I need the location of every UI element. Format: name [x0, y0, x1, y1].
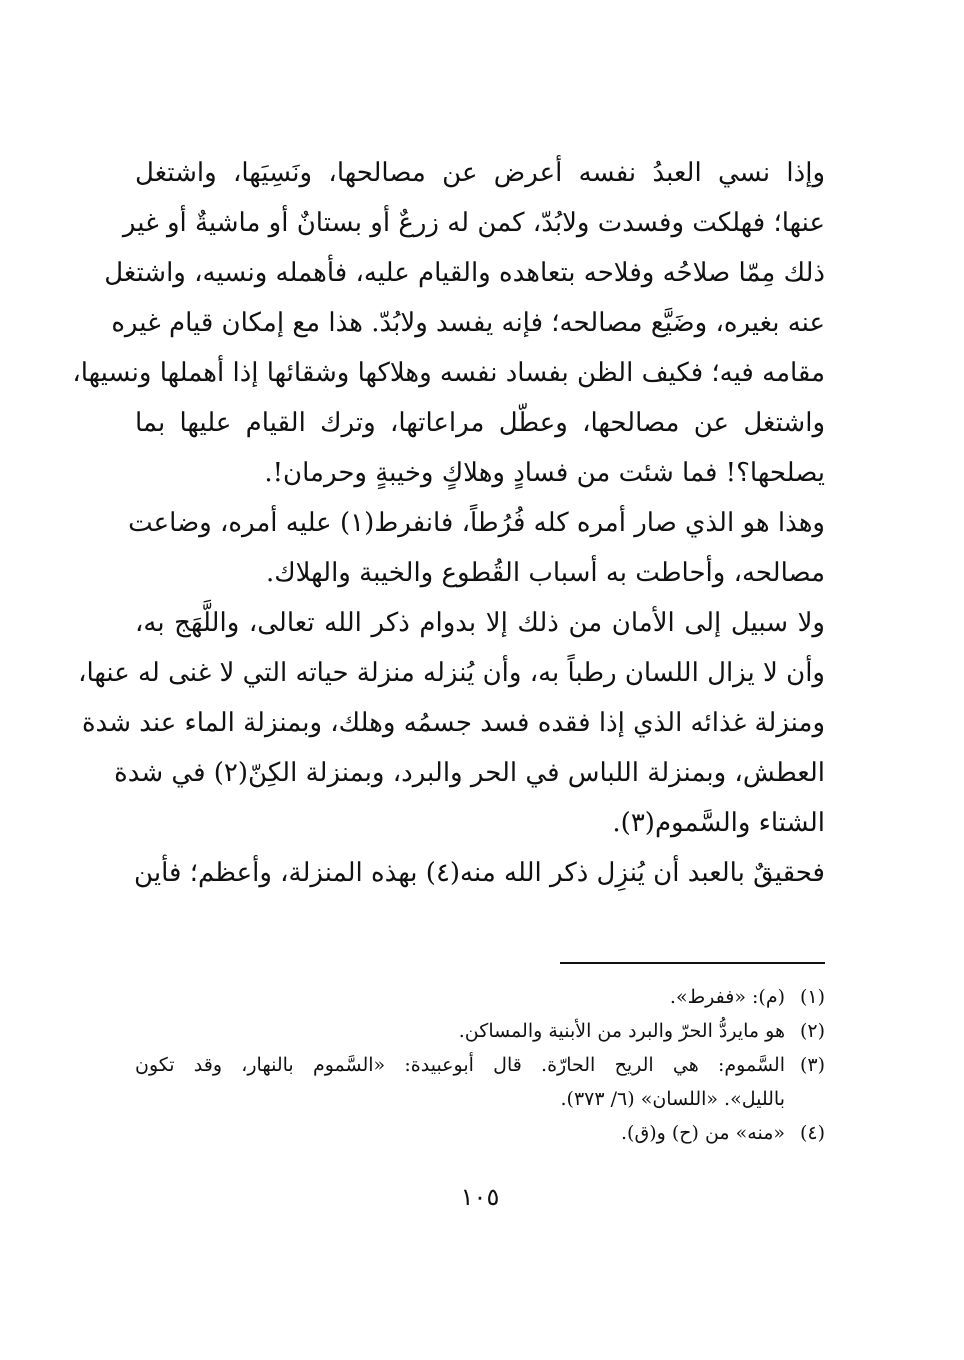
- text-line: ولا سبيل إلى الأمان من ذلك إلا بدوام ذكر الله تعالى، واللَّهَج به،: [135, 608, 825, 638]
- text-line: ومنزلة غذائه الذي إذا فقده فسد جسمُه وهلك، وبمنزلة الماء عند شدة: [81, 708, 825, 738]
- footnote-number: (٤): [799, 1122, 825, 1144]
- paragraph-3: [78, 598, 825, 848]
- paragraph-4: [135, 848, 825, 898]
- text-line: عنها؛ فهلكت وفسدت ولابُدّ، كمن له زرعٌ أو بستانٌ أو ماشيةٌ أو غير: [122, 208, 825, 238]
- text-line: مصالحه، وأحاطت به أسباب القُطوع والخيبة والهلاك.: [265, 558, 825, 588]
- footnote-number: (٣): [799, 1054, 825, 1076]
- text-line: العطش، وبمنزلة اللباس في الحر والبرد، وبمنزلة الكِنّ(٢) في شدة: [114, 758, 825, 788]
- paragraph-1: [72, 148, 825, 498]
- footnote-number: (٢): [799, 1020, 825, 1042]
- book-page: [72, 148, 825, 1228]
- footnote-1: [135, 980, 825, 1014]
- page-number: ١٠٥: [460, 1183, 500, 1211]
- footnote-text: (م): «ففرط».: [669, 986, 785, 1008]
- text-line: وهذا هو الذي صار أمره كله فُرُطاً، فانفرط(١) عليه أمره، وضاعت: [128, 508, 825, 538]
- footnote-4: [135, 1116, 825, 1150]
- footnote-2: [135, 1014, 825, 1048]
- footnotes: [135, 980, 825, 1150]
- footnote-text: هو مايردُّ الحرّ والبرد من الأبنية والمساكن.: [458, 1020, 785, 1042]
- footnote-text: بالليل». «اللسان» (٦/ ٣٧٣).: [560, 1088, 785, 1110]
- footnote-divider: [560, 962, 825, 964]
- footnote-text: السَّموم: هي الريح الحارّة. قال أبوعبيدة: «السَّموم بالنهار، وقد تكون: [135, 1054, 785, 1076]
- text-line: يصلحها؟! فما شئت من فسادٍ وهلاكٍ وخيبةٍ وحرمان!.: [264, 458, 825, 488]
- text-line: الشتاء والسَّموم(٣).: [612, 808, 825, 838]
- text-line: وإذا نسي العبدُ نفسه أعرض عن مصالحها، ونَسِيَها، واشتغل: [135, 158, 825, 188]
- footnote-number: (١): [799, 986, 825, 1008]
- text-line: فحقيقٌ بالعبد أن يُنزِل ذكر الله منه(٤) بهذه المنزلة، وأعظم؛ فأين: [134, 858, 825, 888]
- footnote-3: [135, 1048, 825, 1082]
- text-line: واشتغل عن مصالحها، وعطّل مراعاتها، وترك القيام عليها بما: [135, 408, 825, 438]
- text-line: وأن لا يزال اللسان رطباً به، وأن يُنزله منزلة حياته التي لا غنى له عنها،: [78, 658, 825, 688]
- footnote-text: «منه» من (ح) و(ق).: [621, 1122, 785, 1144]
- text-line: مقامه فيه؛ فكيف الظن بفساد نفسه وهلاكها وشقائها إذا أهملها ونسيها،: [72, 358, 825, 388]
- paragraph-2: [128, 498, 825, 598]
- text-line: عنه بغيره، وضَيَّع مصالحه؛ فإنه يفسد ولابُدّ. هذا مع إمكان قيام غيره: [111, 308, 825, 338]
- text-line: ذلك مِمّا صلاحُه وفلاحه بتعاهده والقيام عليه، فأهمله ونسيه، واشتغل: [104, 258, 825, 288]
- footnote-3-continuation: [135, 1082, 825, 1116]
